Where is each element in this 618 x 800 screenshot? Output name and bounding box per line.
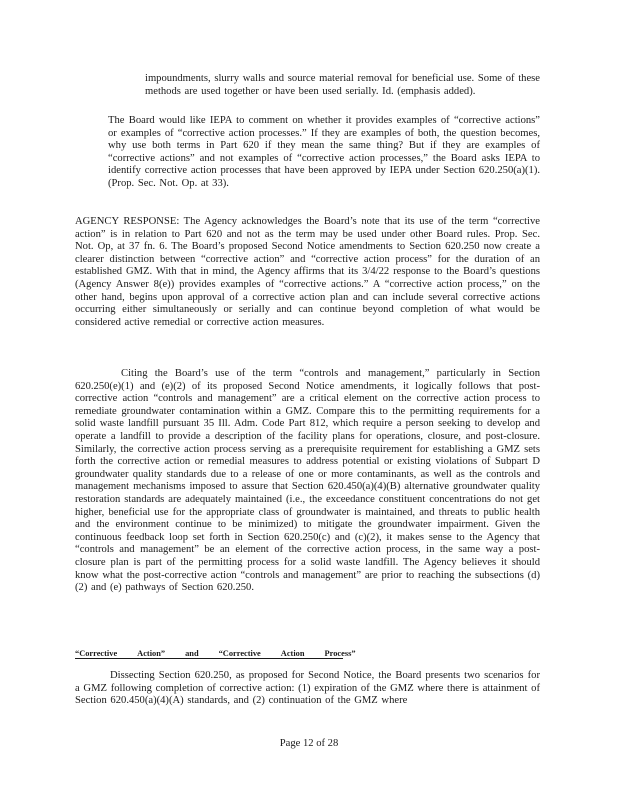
heading-word: and bbox=[185, 649, 199, 658]
page-number: Page 12 of 28 bbox=[279, 738, 339, 749]
dissecting-section-paragraph: Dissecting Section 620.250, as proposed for Second Notice, the Board presents two scenarios for a GMZ following completion of corrective action: (1) expiration of the GMZ where there is attainment of Section 620.450(a)(4)(A) standards, and (2) continuation of the GMZ where bbox=[75, 670, 540, 707]
heading-word: Action bbox=[280, 649, 305, 658]
heading-word: “Corrective bbox=[75, 649, 118, 658]
agency-response-paragraph bbox=[75, 216, 540, 329]
section-heading bbox=[75, 649, 356, 659]
heading-word: Action” bbox=[137, 649, 166, 658]
block-quote-methods: impoundments, slurry walls and source material removal for beneficial use. Some of these methods are used together or have been used serially. Id. (emphasis added). bbox=[145, 73, 540, 97]
agency-response-label: AGENCY RESPONSE: bbox=[75, 216, 180, 227]
heading-word: “Corrective bbox=[218, 649, 261, 658]
controls-management-paragraph: Citing the Board’s use of the term “controls and management,” particularly in Section 620.250(e)(1) and (e)(2) of its proposed Second Notice amendments, it logically follows that post-corrective action “controls and management” are a critical element on the corrective action process to remediate groundwater contamination within a GMZ. Compare this to the permitting requirements for a solid waste landfill pursuant 35 Ill. Adm. Code Part 812, which require a person seeking to develop and operate a landfill to provide a description of the facility plans for operations, closure, and post-closure. Similarly, the corrective action process serving as a prerequisite requirement for establishing a GMZ sets forth the corrective action or remedial measures to address potential or existing violations of Subpart D groundwater quality standards due to a release of one or more contaminants, as well as the controls and management mechanisms imposed to assure that Section 620.450(a)(4)(B) alternative groundwater quality restoration standards are adequately maintained (i.e., the exceedance constituent concentrations do not get higher, beneficial use for the appropriate class of groundwater is maintained, and threats to public health and the environment continue to be minimized) to mitigate the groundwater impairment. Given the continuous feedback loop set forth in Section 620.250(c) and (c)(2), it makes sense to the Agency that “controls and management” be an element of the corrective action process, in the same way a post-closure plan is part of the permitting process for a solid waste landfill. The Agency believes it should know what the post-corrective action “controls and management” are prior to reaching the subsections (d)(2) and (e) pathways of Section 620.250. bbox=[75, 368, 540, 594]
heading-word: Process” bbox=[324, 649, 356, 658]
agency-response-text: The Agency acknowledges the Board’s note that its use of the term “corrective action” is in relation to Part 620 and not as the term may be used under other Board rules. Prop. Sec. Not. Op, at 37 fn. 6. The Board’s proposed Second Notice amendments to Section 620.250 now create a clearer distinction between “corrective action” and “corrective action process” for the duration of an established GMZ. With that in mind, the Agency affirms that its 3/4/22 response to the Board’s questions (Agency Answer 8(e)) provides examples of “corrective actions.” A “corrective action process,” on the other hand, begins upon approval of a corrective action plan and can include several corrective actions occurring either simultaneously or serially and can continue beyond completion of what would be considered active remedial or corrective action measures. bbox=[75, 216, 540, 328]
block-quote-board-question: The Board would like IEPA to comment on whether it provides examples of “corrective actions” or examples of “corrective action processes.” If they are examples of both, the question becomes, why use both terms in Part 620 if they mean the same thing? But if they are examples of “corrective actions” and not examples of “corrective action processes,” the Board asks IEPA to identify corrective action processes that have been approved by IEPA under Section 620.250(a)(1). (Prop. Sec. Not. Op. at 33). bbox=[108, 115, 540, 189]
